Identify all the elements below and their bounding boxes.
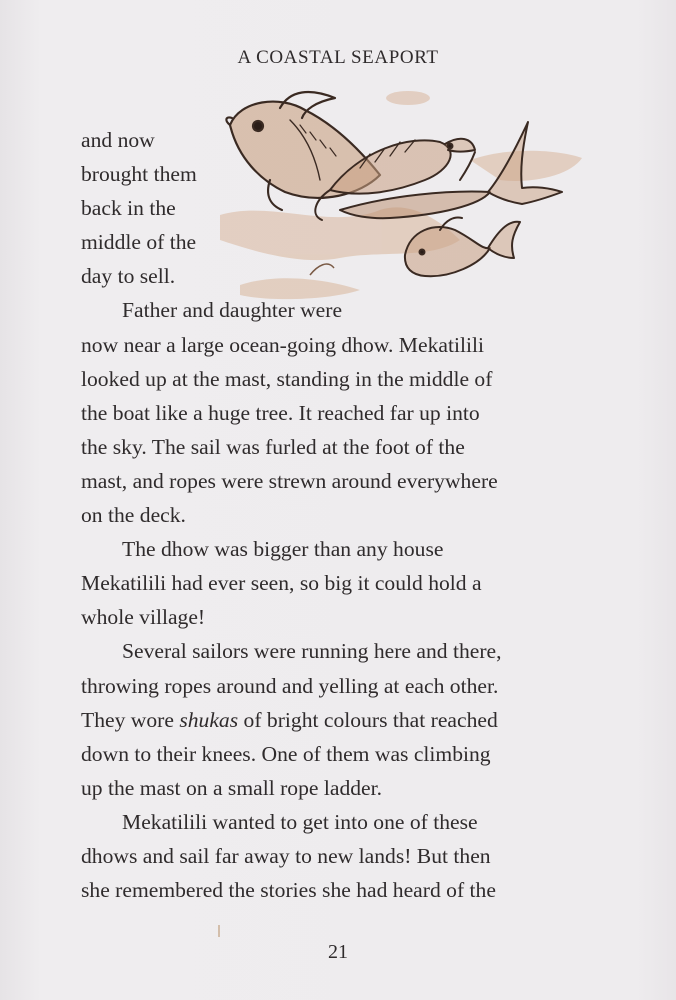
text-line: day to sell.: [81, 264, 176, 289]
text-line: Father and daughter were: [122, 298, 343, 323]
text-line: Several sailors were running here and there,: [122, 639, 502, 664]
text-line: back in the: [81, 196, 176, 221]
text-line: mast, and ropes were strewn around everywhere: [81, 468, 498, 493]
text-line: looked up at the mast, standing in the middle of: [81, 366, 493, 391]
text-run: of bright colours that reached: [238, 707, 498, 732]
text-line: the boat like a huge tree. It reached far up into: [81, 400, 480, 425]
page-number: 21: [328, 941, 348, 963]
text-line: whole village!: [81, 605, 206, 630]
text-run: They wore: [81, 707, 180, 732]
text-line: [81, 703, 581, 737]
text-line: Mekatilili wanted to get into one of these: [122, 809, 478, 834]
text-line: on the deck.: [81, 503, 186, 528]
text-line: dhows and sail far away to new lands! But then: [81, 843, 491, 868]
running-head: A COASTAL SEAPORT: [237, 47, 439, 68]
text-line: The dhow was bigger than any house: [122, 537, 444, 562]
italic-term: shukas: [179, 707, 239, 732]
ink-mark: [218, 925, 220, 937]
text-line: down to their knees. One of them was climbing: [81, 741, 491, 766]
text-line: throwing ropes around and yelling at each other.: [81, 673, 499, 698]
text-line: brought them: [81, 162, 197, 187]
text-line: middle of the: [81, 230, 197, 255]
text-line: she remembered the stories she had heard of the: [81, 878, 496, 903]
text-line: and now: [81, 128, 155, 152]
text-line: now near a large ocean-going dhow. Mekatilili: [81, 332, 484, 357]
text-line: up the mast on a small rope ladder.: [81, 775, 383, 800]
text-line: the sky. The sail was furled at the foot of the: [81, 434, 465, 459]
text-line: Mekatilili had ever seen, so big it could hold a: [81, 571, 482, 596]
body-text: [81, 123, 581, 907]
